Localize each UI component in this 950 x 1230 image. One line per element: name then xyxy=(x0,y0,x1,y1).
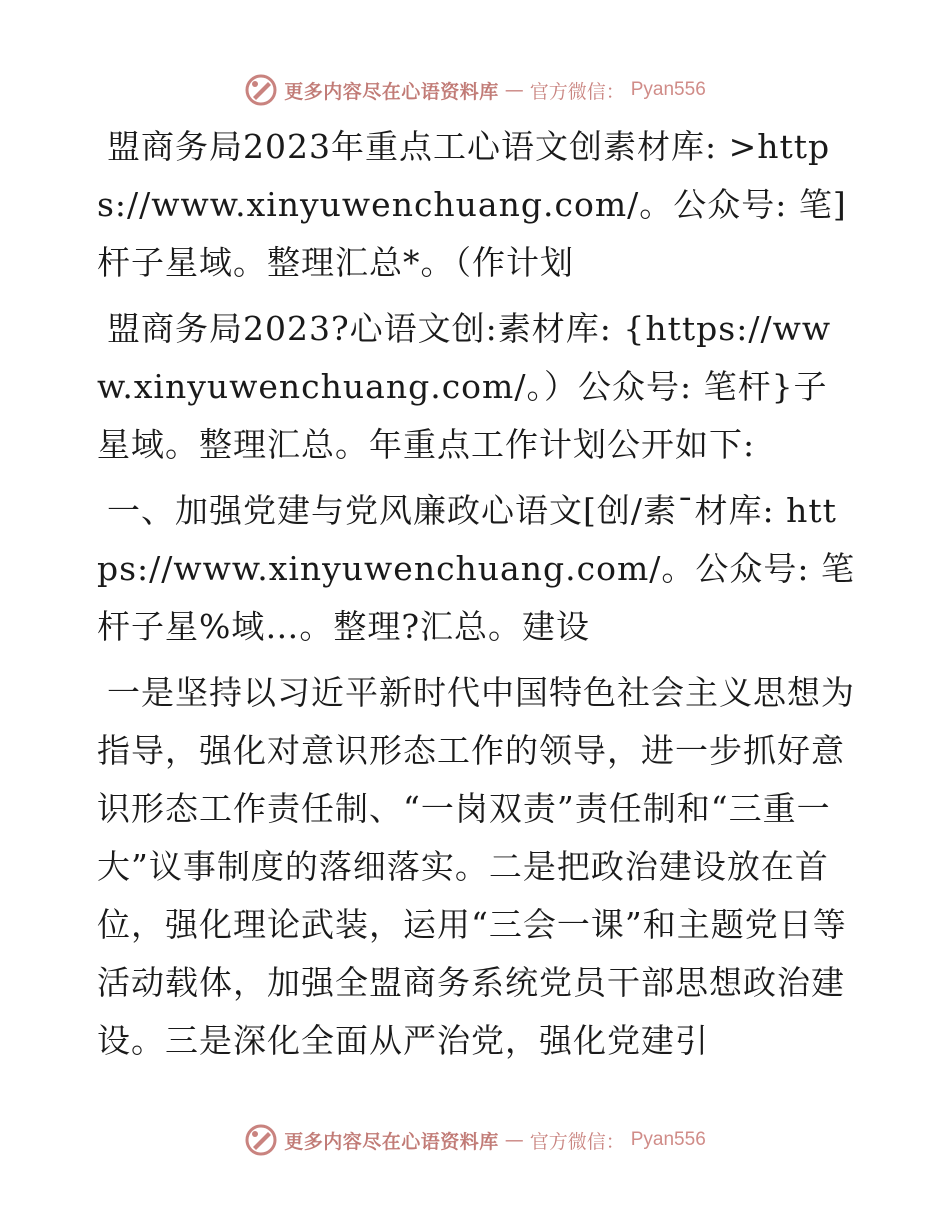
watermark-wechat-id: Pyan556 xyxy=(630,1129,706,1150)
watermark-wechat-id: Pyan556 xyxy=(630,79,706,100)
paragraph-4: 一是坚持以习近平新时代中国特色社会主义思想为指导，强化对意识形态工作的领导，进一步抓好意识形态工作责任制、“一岗双责”责任制和“三重一大”议事制度的落细落实。二是把政治建设放在首位，强化理论武装，运用“三会一课”和主题党日等活动载体，加强全盟商务系统党员干部思想政治建设。三是深化全面从严治党，强化党建引 xyxy=(97,673,855,1060)
paragraph-1: 盟商务局2023年重点工心语文创素材库: >https://www.xinyuwenchuang.com/。公众号: 笔]杆子星域。整理汇总*。（作计划 xyxy=(97,127,847,282)
watermark-header xyxy=(0,70,950,110)
watermark-text: 更多内容尽在心语资料库 xyxy=(284,80,499,103)
watermark-text: 更多内容尽在心语资料库 xyxy=(284,1130,499,1153)
watermark-logo-icon xyxy=(244,73,278,107)
paragraph-3: 一、加强党建与党风廉政心语文[创/素¯材库: https://www.xinyuwenchuang.com/。公众号: 笔杆子星%域…。整理?汇总。建设 xyxy=(97,491,855,646)
watermark-label: 官方微信： xyxy=(529,1130,625,1153)
watermark-dash: — xyxy=(504,1129,524,1151)
watermark-logo-icon xyxy=(244,1123,278,1157)
document-body xyxy=(97,118,857,1078)
watermark-label: 官方微信： xyxy=(529,80,625,103)
watermark-footer xyxy=(0,1120,950,1160)
watermark-dash: — xyxy=(504,79,524,101)
paragraph-2: 盟商务局2023?心语文创:素材库: {https://www.xinyuwenchuang.com/。）公众号: 笔杆}子星域。整理汇总。年重点工作计划公开如下: xyxy=(97,309,832,464)
